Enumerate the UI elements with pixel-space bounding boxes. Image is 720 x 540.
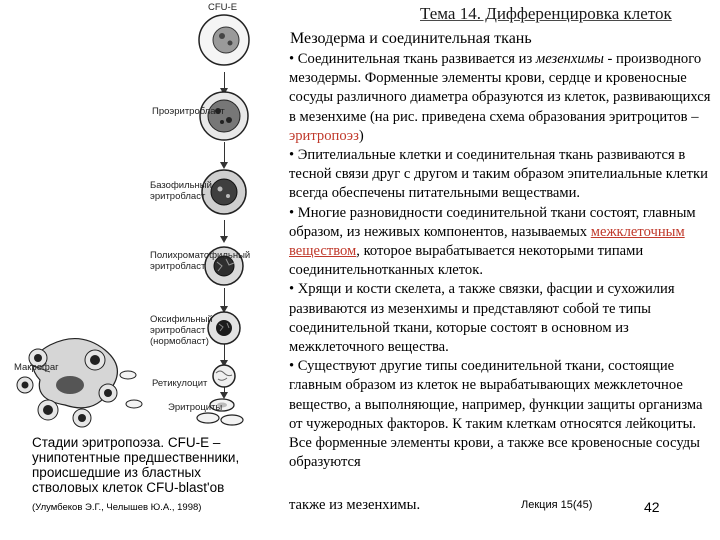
cfu-e-cell [199,15,249,65]
erythropoiesis-diagram [0,0,285,430]
stage-label-cfu-e: CFU-E [208,2,238,13]
macrophage-label: Макрофаг [14,362,59,373]
last-line: также из мезенхимы. [289,497,421,513]
paragraph-other-types: • Существуют другие типы соединительной ткани, состоящие главным образом из клеток не вырабатывающих межклеточное вещество, а выполняющие, например, функции защиты организма от чужеродных факторов. К таким клеткам относятся лейкоциты. Все форменные элементы крови, а также все кровеносные сосуды образуются [289,358,703,471]
reticulocyte-cell [213,365,235,387]
lecture-label: Лекция 15(45) [521,499,593,511]
stage-label-polychromatophilic: Полихроматофильный эритробласт [150,250,251,272]
stage-label-erythrocytes: Эритроциты [168,402,223,413]
term-intercellular-substance: межклеточным веществом [289,223,685,260]
diagram-caption: Стадии эритропоэза. CFU-E – унипотентные предшественники, происшедшие из бластных стволовых клеток CFU-blast'ов [32,435,240,495]
stage-label-basophilic: Базофильный эритробласт [150,180,212,202]
paragraph-epithelial: • Эпителиальные клетки и соединительная ткань развиваются в тесной связи друг с другом и таким образом эпителиальные клетки всегда обеспечены питательными веществами. [289,147,708,202]
paragraph-cartilage: • Хрящи и кости скелета, а также связки, фасции и сухожилия развиваются из мезенхимы и представляют собой те типы соединительной ткани, которые состоят в основном из межклеточного вещества. [289,281,675,356]
term-erythropoiesis: эритропоэз [289,127,359,144]
stage-label-proerythroblast: Проэритробласт [152,106,225,117]
paragraph-mesenchyme: • Соединительная ткань развивается из мезенхимы - производного мезодермы. Форменные элементы крови, сердце и кровеносные сосуды различного диаметра образуются из клеток, развивающихся в мезенхиме (на рис. приведена схема образования эритроцитов – эритропоэз) [289,51,711,144]
paragraph-intercellular: • Многие разновидности соединительной ткани состоят, главным образом, из неживых компонентов, называемых межклеточным веществом, которое вырабатывается некоторыми типами соединительнотканных клеток. [289,204,696,279]
stage-label-oxyphilic: Оксифильный эритробласт (нормобласт) [150,314,213,347]
diagram-reference: (Улумбеков Э.Г., Челышев Ю.А., 1998) [32,502,202,513]
stage-label-reticulocyte: Ретикулоцит [152,378,208,389]
slide-title: Тема 14. Дифференцировка клеток [420,4,672,23]
section-subtitle: Мезодерма и соединительная ткань [290,30,532,47]
body-text [289,50,719,472]
term-mesenchyme: мезенхимы [535,51,604,67]
page-number: 42 [644,499,660,515]
macrophage-cluster [17,339,142,427]
